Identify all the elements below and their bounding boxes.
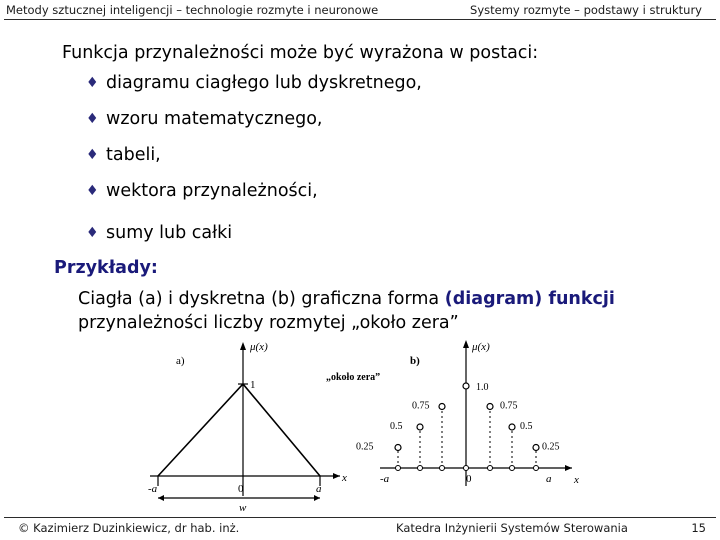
discrete-base-point (440, 466, 445, 471)
discrete-base-point (510, 466, 515, 471)
discrete-point (395, 445, 401, 451)
y-arrow-a (240, 342, 246, 350)
mu-label-a: μ(x) (250, 341, 268, 353)
bullet-item (86, 145, 161, 165)
examples-line1: Ciagła (a) i dyskretna (b) graficzna forma (78, 289, 445, 309)
discrete-base-point (488, 466, 493, 471)
page-number: 15 (691, 521, 706, 535)
zero-label-a: 0 (238, 483, 244, 495)
discrete-value-label: 0.25 (356, 441, 374, 453)
diamond-bullet-icon: ♦ (86, 183, 99, 199)
bullet-item (86, 73, 422, 93)
bullet-item (86, 181, 318, 201)
examples-line2: przynależności liczby rozmytej „około zera” (78, 313, 459, 333)
discrete-points (356, 382, 560, 471)
panel-b-label: b) (410, 355, 420, 367)
neg-a-label-a: -a (148, 483, 158, 495)
discrete-point (487, 404, 493, 410)
triangle-membership (158, 384, 320, 476)
bullet-text: sumy lub całki (106, 223, 233, 243)
mu-label-b: μ(x) (472, 341, 490, 353)
bullet-item (86, 223, 232, 243)
zero-label-b: 0 (466, 473, 472, 485)
neg-a-label-b: -a (380, 473, 390, 485)
membership-function-figure (140, 336, 600, 516)
discrete-base-point (396, 466, 401, 471)
header-section-title: Systemy rozmyte – podstawy i struktury (470, 3, 702, 17)
a-label-b: a (546, 473, 552, 485)
discrete-value-label: 1.0 (476, 382, 489, 393)
header-divider (4, 19, 716, 20)
discrete-point (463, 383, 469, 389)
width-arrow-right (314, 495, 320, 501)
discrete-diagram (380, 340, 572, 486)
panel-b-title: „około zera” (326, 372, 381, 383)
discrete-base-point (534, 466, 539, 471)
examples-title: Przykłady: (54, 258, 158, 278)
discrete-point (509, 424, 515, 430)
footer-department: Katedra Inżynierii Systemów Sterowania (396, 521, 628, 535)
examples-line1-emphasis: (diagram) funkcji (444, 289, 615, 309)
one-label: 1 (250, 379, 256, 391)
diamond-bullet-icon: ♦ (86, 147, 99, 163)
x-arrow-a (333, 473, 340, 479)
diamond-bullet-icon: ♦ (86, 75, 99, 91)
w-label: w (239, 502, 247, 514)
footer-author: © Kazimierz Duzinkiewicz, dr hab. inż. (18, 521, 240, 535)
discrete-value-label: 0.5 (390, 421, 403, 432)
footer-divider (4, 517, 716, 518)
intro-text: Funkcja przynależności może być wyrażona w postaci: (62, 43, 539, 63)
a-label-a: a (316, 483, 322, 495)
bullet-text: wzoru matematycznego, (106, 109, 323, 129)
bullet-text: tabeli, (106, 145, 161, 165)
bullet-item (86, 109, 323, 129)
discrete-value-label: 0.25 (542, 441, 560, 453)
discrete-base-point (418, 466, 423, 471)
panel-a-label: a) (176, 355, 185, 367)
discrete-value-label: 0.5 (520, 421, 533, 432)
examples-text (78, 287, 678, 335)
discrete-value-label: 0.75 (500, 400, 518, 412)
discrete-point (417, 424, 423, 430)
discrete-value-label: 0.75 (412, 400, 430, 412)
discrete-point (439, 404, 445, 410)
diamond-bullet-icon: ♦ (86, 225, 99, 241)
diamond-bullet-icon: ♦ (86, 111, 99, 127)
x-label-b: x (574, 474, 579, 486)
x-label-a: x (342, 472, 347, 484)
header-course-title: Metody sztucznej inteligencji – technologie rozmyte i neuronowe (6, 3, 379, 17)
width-arrow-left (158, 495, 164, 501)
discrete-point (533, 445, 539, 451)
bullet-text: wektora przynależności, (106, 181, 318, 201)
discrete-base-point (464, 466, 469, 471)
x-arrow-b (565, 465, 572, 471)
y-arrow-b (463, 340, 469, 348)
bullet-text: diagramu ciagłego lub dyskretnego, (106, 73, 422, 93)
